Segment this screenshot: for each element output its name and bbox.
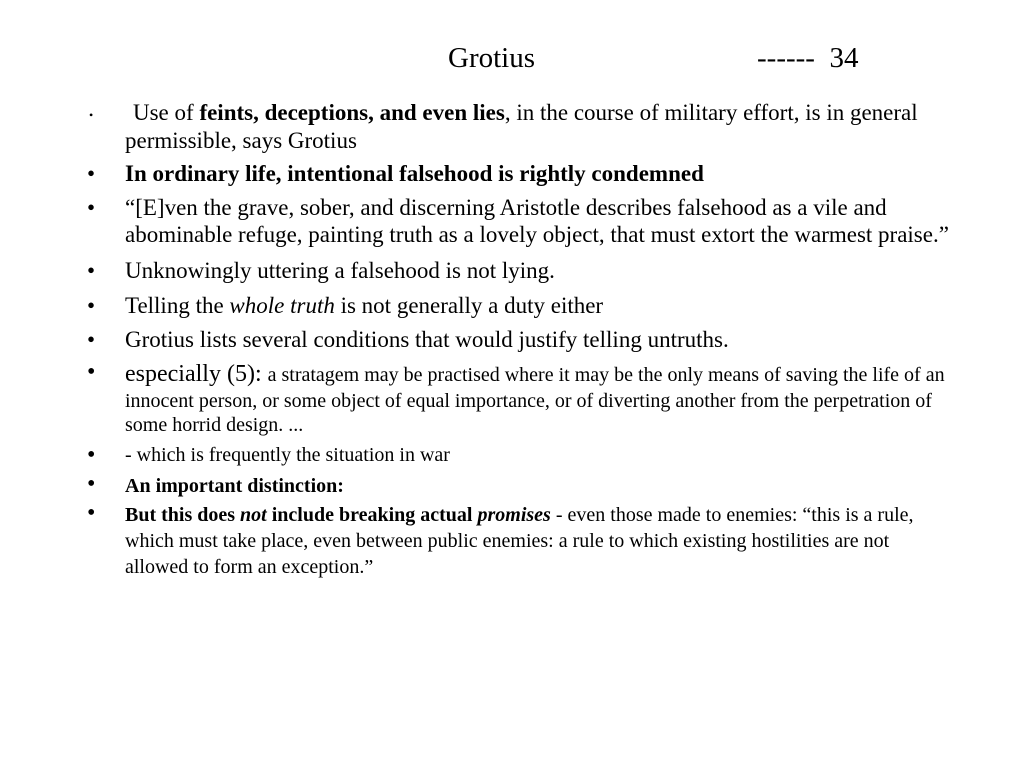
bullet-item [87, 292, 957, 320]
item-text-bold: An important distinction: [125, 474, 344, 497]
bullet-marker: • [87, 292, 96, 318]
bullet-marker: • [87, 161, 96, 187]
item-text-rest: a stratagem may be practised where it may be the only means of saving the life of an innocent person, or some object of equal importance, or of diverting another from the perpetration of some horrid design. ... [125, 363, 945, 436]
bullet-item [87, 194, 957, 249]
slide-title [0, 42, 1024, 82]
bullet-item [87, 326, 957, 354]
bullet-marker: • [87, 257, 96, 283]
item-text: Unknowingly uttering a falsehood is not lying. [125, 257, 555, 283]
bullet-marker: • [87, 441, 96, 468]
item-text-bold: In ordinary life, intentional falsehood is rightly condemned [125, 161, 704, 187]
item-text-lead: especially (5): [125, 360, 268, 387]
item-text: “[E]ven the grave, sober, and discerning Aristotle describes falsehood as a vile and abominable refuge, painting truth as a lovely object, that must extort the warmest praise.” [125, 194, 949, 248]
bullet-marker: • [87, 327, 96, 353]
page-number: ------ 34 [757, 42, 859, 74]
bullet-item [87, 257, 957, 285]
bullet-item [87, 99, 957, 154]
bullet-marker: • [87, 358, 96, 385]
bullet-list [87, 99, 957, 580]
item-text: Grotius lists several conditions that would justify telling untruths. [125, 327, 729, 353]
bullet-item [87, 499, 957, 580]
bullet-marker: • [89, 108, 94, 122]
bullet-marker: • [87, 499, 96, 526]
item-text-bold: feints, deceptions, and even lies [199, 100, 505, 125]
item-text: - which is frequently the situation in war [125, 443, 450, 466]
title-text: Grotius [448, 42, 535, 74]
item-text-bold-italic: not [240, 503, 267, 526]
bullet-marker: • [87, 470, 96, 497]
bullet-item [87, 442, 957, 468]
item-text-italic: whole truth [229, 292, 335, 318]
bullet-marker: • [87, 194, 96, 220]
item-text-bold: But this does [125, 503, 241, 526]
item-text-bold: include breaking actual [266, 503, 478, 526]
bullet-item [87, 470, 957, 499]
item-text-pre: Use of [133, 100, 200, 125]
item-text-post: , in the course of military effort, is in general permissible, says Grotius [125, 100, 918, 153]
bullet-item [87, 160, 957, 188]
item-text-bold-italic: promises [477, 503, 551, 526]
item-text-post: is not generally a duty either [334, 292, 604, 318]
bullet-item [87, 360, 957, 437]
item-text-pre: Telling the [125, 292, 230, 318]
item-text-rest: - even those made to enemies: “this is a rule, which must take place, even between public enemies: a rule to which existing hostilities are not allowed to form an exception.” [125, 503, 914, 578]
